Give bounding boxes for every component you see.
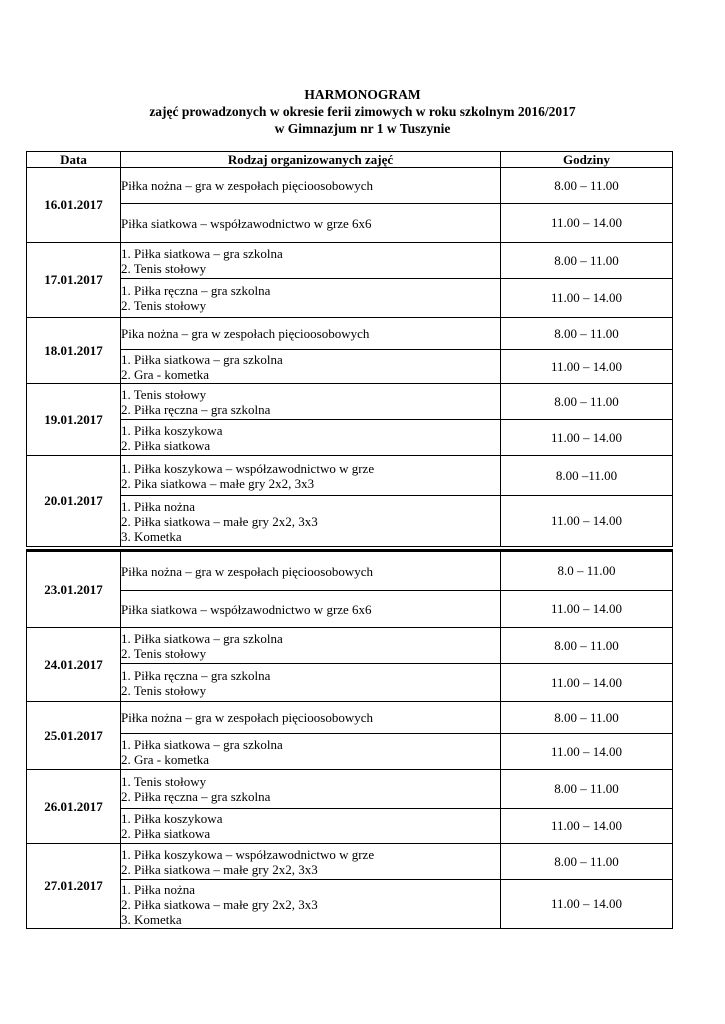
column-header-date: Data	[27, 152, 121, 168]
activity-line: 2. Piłka siatkowa – małe gry 2x2, 3x3	[121, 896, 318, 912]
activity-cell	[121, 420, 501, 456]
activity-cell	[121, 880, 501, 929]
activity-line: 2. Piłka ręczna – gra szkolna	[121, 401, 271, 417]
date-cell: 26.01.2017	[27, 770, 121, 844]
date-cell: 17.01.2017	[27, 243, 121, 318]
hours-cell: 11.00 – 14.00	[501, 809, 673, 844]
schedule-table	[26, 151, 673, 929]
activity-line: Piłka siatkowa – współzawodnictwo w grze 6x6	[121, 215, 372, 231]
activity-line: Piłka nożna – gra w zespołach pięcioosobowych	[121, 563, 373, 579]
activity-line: 2. Tenis stołowy	[121, 682, 207, 698]
activity-cell	[121, 628, 501, 664]
hours-cell: 8.00 – 11.00	[501, 168, 673, 204]
table-header-row	[27, 152, 673, 168]
document-header	[0, 86, 725, 137]
table-row	[27, 628, 673, 664]
date-cell: 25.01.2017	[27, 702, 121, 770]
date-cell: 16.01.2017	[27, 168, 121, 243]
activity-line: 2. Tenis stołowy	[121, 298, 207, 313]
activity-cell	[121, 318, 501, 350]
table-row	[27, 844, 673, 880]
school-name: w Gimnazjum nr 1 w Tuszynie	[274, 121, 451, 136]
activity-line: 2. Pika siatkowa – małe gry 2x2, 3x3	[121, 475, 315, 491]
column-header-activity: Rodzaj organizowanych zajęć	[121, 152, 501, 168]
table-row	[27, 734, 673, 770]
activity-line: 1. Tenis stołowy	[121, 386, 207, 402]
activity-cell	[121, 496, 501, 547]
table-row	[27, 420, 673, 456]
table-row	[27, 204, 673, 243]
date-cell: 27.01.2017	[27, 844, 121, 929]
activity-line: Piłka siatkowa – współzawodnictwo w grze 6x6	[121, 601, 372, 617]
hours-cell: 11.00 – 14.00	[501, 664, 673, 702]
date-cell: 19.01.2017	[27, 384, 121, 456]
hours-cell: 8.00 –11.00	[501, 456, 673, 496]
activity-cell	[121, 809, 501, 844]
date-cell: 23.01.2017	[27, 551, 121, 628]
activity-line: 1. Piłka koszykowa – współzawodnictwo w grze	[121, 460, 375, 476]
table-row	[27, 384, 673, 420]
hours-cell: 8.00 – 11.00	[501, 770, 673, 809]
table-row	[27, 350, 673, 384]
activity-line: 2. Gra - kometka	[121, 366, 210, 382]
hours-cell: 8.00 – 11.00	[501, 384, 673, 420]
activity-line: 1. Piłka koszykowa	[121, 422, 223, 438]
activity-line: 1. Piłka siatkowa – gra szkolna	[121, 245, 283, 261]
activity-line: 1. Tenis stołowy	[121, 774, 207, 789]
activity-cell	[121, 456, 501, 496]
document-subtitle: zajęć prowadzonych w okresie ferii zimowych w roku szkolnym 2016/2017	[149, 104, 576, 119]
activity-cell	[121, 350, 501, 384]
activity-cell	[121, 770, 501, 809]
activity-line: 3. Kometka	[121, 528, 182, 544]
activity-line: 2. Piłka siatkowa – małe gry 2x2, 3x3	[121, 861, 318, 877]
table-row	[27, 664, 673, 702]
table-row	[27, 702, 673, 734]
table-row	[27, 551, 673, 591]
hours-cell: 8.00 – 11.00	[501, 702, 673, 734]
date-cell: 18.01.2017	[27, 318, 121, 384]
activity-cell	[121, 243, 501, 279]
table-row	[27, 243, 673, 279]
table-row	[27, 770, 673, 809]
activity-cell	[121, 591, 501, 628]
activity-cell	[121, 551, 501, 591]
hours-cell: 11.00 – 14.00	[501, 420, 673, 456]
table-row	[27, 279, 673, 318]
hours-cell: 11.00 – 14.00	[501, 204, 673, 243]
table-row	[27, 168, 673, 204]
activity-line: 2. Tenis stołowy	[121, 260, 207, 276]
activity-cell	[121, 664, 501, 702]
activity-line: 2. Piłka siatkowa	[121, 437, 211, 453]
schedule-body	[27, 168, 673, 929]
activity-cell	[121, 204, 501, 243]
activity-cell	[121, 279, 501, 318]
activity-line: Piłka nożna – gra w zespołach pięcioosobowych	[121, 710, 373, 725]
hours-cell: 11.00 – 14.00	[501, 734, 673, 770]
hours-cell: 8.00 – 11.00	[501, 318, 673, 350]
hours-cell: 11.00 – 14.00	[501, 350, 673, 384]
date-cell: 24.01.2017	[27, 628, 121, 702]
date-cell: 20.01.2017	[27, 456, 121, 547]
hours-cell: 8.0 – 11.00	[501, 551, 673, 591]
activity-line: Pika nożna – gra w zespołach pięcioosobowych	[121, 326, 370, 341]
table-row	[27, 496, 673, 547]
activity-cell	[121, 734, 501, 770]
activity-line: 1. Piłka koszykowa	[121, 811, 223, 826]
hours-cell: 8.00 – 11.00	[501, 844, 673, 880]
table-row	[27, 456, 673, 496]
activity-cell	[121, 844, 501, 880]
table-row	[27, 809, 673, 844]
table-row	[27, 591, 673, 628]
table-row	[27, 880, 673, 929]
table-row	[27, 318, 673, 350]
activity-line: 1. Piłka siatkowa – gra szkolna	[121, 736, 283, 752]
hours-cell: 11.00 – 14.00	[501, 279, 673, 318]
column-header-hours: Godziny	[501, 152, 673, 168]
activity-line: 1. Piłka ręczna – gra szkolna	[121, 283, 271, 298]
activity-line: 2. Tenis stołowy	[121, 645, 207, 661]
activity-line: 2. Gra - kometka	[121, 751, 210, 767]
activity-line: Piłka nożna – gra w zespołach pięcioosobowych	[121, 178, 373, 193]
activity-line: 1. Piłka ręczna – gra szkolna	[121, 667, 271, 683]
activity-line: 1. Piłka nożna	[121, 881, 196, 897]
activity-line: 1. Piłka siatkowa – gra szkolna	[121, 630, 283, 646]
activity-line: 2. Piłka siatkowa – małe gry 2x2, 3x3	[121, 513, 318, 529]
hours-cell: 11.00 – 14.00	[501, 591, 673, 628]
hours-cell: 8.00 – 11.00	[501, 243, 673, 279]
hours-cell: 8.00 – 11.00	[501, 628, 673, 664]
activity-line: 1. Piłka siatkowa – gra szkolna	[121, 351, 283, 367]
activity-cell	[121, 384, 501, 420]
activity-line: 2. Piłka ręczna – gra szkolna	[121, 789, 271, 804]
activity-line: 2. Piłka siatkowa	[121, 826, 211, 841]
hours-cell: 11.00 – 14.00	[501, 880, 673, 929]
activity-line: 1. Piłka koszykowa – współzawodnictwo w grze	[121, 846, 375, 862]
activity-line: 3. Kometka	[121, 911, 182, 927]
activity-cell	[121, 168, 501, 204]
activity-line: 1. Piłka nożna	[121, 498, 196, 514]
document-title: HARMONOGRAM	[304, 87, 421, 102]
hours-cell: 11.00 – 14.00	[501, 496, 673, 547]
activity-cell	[121, 702, 501, 734]
